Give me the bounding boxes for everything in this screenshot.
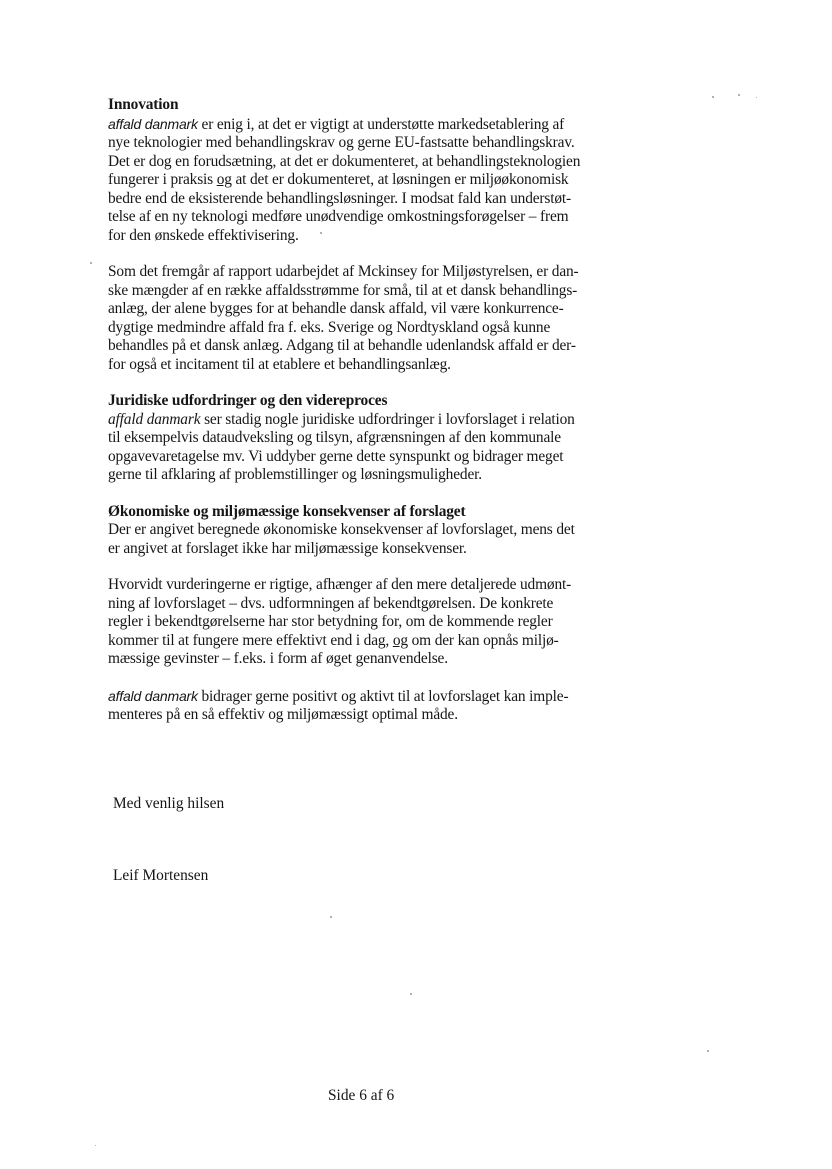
closing-salutation: Med venlig hilsen: [113, 795, 225, 812]
scan-speck: [707, 1050, 709, 1052]
org-name: affald danmark: [108, 115, 198, 132]
section-heading-okonomiske: Økonomiske og miljømæssige konsekvenser af forslaget: [108, 502, 466, 520]
section-heading-juridiske: Juridiske udfordringer og den videreproces: [108, 392, 388, 409]
section-heading-innovation: Innovation: [108, 96, 179, 113]
scan-speck: [756, 97, 757, 98]
scan-speck: [410, 993, 412, 995]
scan-speck: [330, 916, 332, 918]
org-name: affald danmark: [108, 410, 201, 428]
innovation-paragraph-2: Som det fremgår af rapport udarbejdet af Mckinsey for Miljøstyrelsen, er dan- ske mængder af en række affaldsstrømme for små, til at et dansk behandlings- anlæg, der alene bygges for at behandle dansk affald, vil være konkurrence- dygtige medmindre affald fra f. eks. Sverige og Nordtyskland også kunne behandles på et dansk anlæg. Adgang til at behandle udenlandsk affald er der- for også et incitament til at etablere et behandlingsanlæg.: [108, 263, 579, 373]
juridiske-paragraph: affald danmark ser stadig nogle juridiske udfordringer i lovforslaget i relation til eksempelvis dataudveksling og tilsyn, afgrænsningen af den kommunale opgavevaretagelse mv. Vi uddyber gerne dette synspunkt og bidrager meget gerne til afklaring af problemstillinger og løsningsmuligheder.: [108, 410, 575, 483]
letter-body: [108, 96, 606, 725]
okonomiske-paragraph-2: Hvorvidt vurderingerne er rigtige, afhænger af den mere detaljerede udmønt- ning af lovforslaget – dvs. udformningen af bekendtgørelsen. De konkrete regler i bekendtgørelserne har stor betydning for, om de kommende regler kommer til at fungere mere effektivt end i dag, og om der kan opnås miljø- mæssige gevinster – f.eks. i form af øget genanvendelse.: [108, 576, 572, 667]
scan-speck: [738, 94, 740, 96]
okonomiske-paragraph-3: affald danmark bidrager gerne positivt og aktivt til at lovforslaget kan imple- menteres på en så effektiv og miljømæssigt optimal måde.: [108, 687, 569, 723]
innovation-paragraph-1: affald danmark er enig i, at det er vigtigt at understøtte markedsetablering af nye teknologier med behandlingskrav og gerne EU-fastsatte behandlingskrav. Det er dog en forudsætning, at det er dokumenteret, at behandlingsteknologien fungerer i praksis og at det er dokumenteret, at løsningen er miljøøkonomisk bedre end de eksisterende behandlingsløsninger. I modsat fald kan understøt- telse af en ny teknologi medføre unødvendige omkostningsforøgelser – frem for den ønskede effektivisering.: [108, 115, 581, 244]
page-number: Side 6 af 6: [328, 1087, 395, 1104]
scan-speck: [712, 96, 714, 98]
okonomiske-paragraph-1: Der er angivet beregnede økonomiske konsekvenser af lovforslaget, mens det er angivet at forslaget ikke har miljømæssige konsekvenser.: [108, 521, 575, 557]
scan-speck: [95, 1145, 96, 1146]
org-name: affald danmark: [108, 687, 198, 704]
scan-speck: [320, 232, 322, 234]
scan-speck: [90, 262, 92, 264]
signature-name: Leif Mortensen: [113, 867, 209, 884]
